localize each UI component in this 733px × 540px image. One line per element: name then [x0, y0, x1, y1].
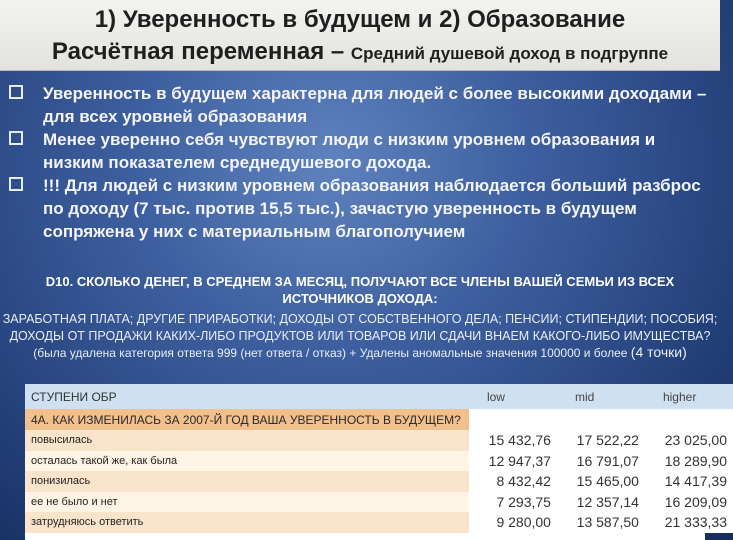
cell-low: 15 432,76	[469, 430, 557, 451]
cell-mid: 16 791,07	[557, 451, 645, 472]
row-label: понизилась	[25, 471, 469, 492]
bullet-list	[6, 82, 712, 243]
bullet-item	[6, 82, 712, 128]
table-row	[25, 492, 733, 513]
cell-low: 7 293,75	[469, 492, 557, 513]
table-question: 4А. КАК ИЗМЕНИЛАСЬ ЗА 2007-Й ГОД ВАША УВЕРЕННОСТЬ В БУДУЩЕМ?	[25, 409, 469, 430]
bullet-text: Менее уверенно себя чувствуют люди с низким уровнем образования и низким показателем среднедушевого дохода.	[43, 130, 656, 172]
title-box	[0, 0, 720, 71]
row-label: осталась такой же, как была	[25, 451, 469, 472]
cell-higher: 23 025,00	[645, 430, 733, 451]
cell-higher: 14 417,39	[645, 471, 733, 492]
bullet-item	[6, 174, 712, 243]
row-label: затрудняюсь ответить	[25, 512, 469, 533]
bullet-text: Уверенность в будущем характерна для людей с более высокими доходами – для всех уровней образования	[43, 84, 707, 126]
subtitle-detail: Средний душевой доход в подгруппе	[350, 44, 669, 63]
checkbox-bullet-icon	[9, 85, 23, 99]
header-label: СТУПЕНИ ОБР	[25, 384, 469, 409]
column-header-mid: mid	[557, 384, 645, 409]
table-grid	[25, 384, 733, 533]
cell-mid: 17 522,22	[557, 430, 645, 451]
cell-low: 12 947,37	[469, 451, 557, 472]
cell-higher: 21 333,33	[645, 512, 733, 533]
table-row	[25, 471, 733, 492]
cell-low: 8 432,42	[469, 471, 557, 492]
table-question-row	[25, 409, 733, 430]
table-header-row	[25, 384, 733, 409]
row-label: ее не было и нет	[25, 492, 469, 513]
slide-title: 1) Уверенность в будущем и 2) Образование	[94, 6, 626, 33]
subtitle-main: Расчётная переменная –	[51, 38, 351, 65]
survey-note: (была удалена категория ответа 999 (нет ответа / отказ) + Удалены аномальные значения 100000 и более	[33, 346, 631, 360]
cell-low: 9 280,00	[469, 512, 557, 533]
survey-note-points: (4 точки)	[630, 344, 687, 360]
cell-mid: 13 587,50	[557, 512, 645, 533]
survey-question: D10. СКОЛЬКО ДЕНЕГ, В СРЕДНЕМ ЗА МЕСЯЦ, ПОЛУЧАЮТ ВСЕ ЧЛЕНЫ ВАШЕЙ СЕМЬИ ИЗ ВСЕХ ИСТОЧНИКОВ ДОХОДА:	[45, 274, 675, 306]
cell-higher: 18 289,90	[645, 451, 733, 472]
cell-mid: 15 465,00	[557, 471, 645, 492]
checkbox-bullet-icon	[9, 177, 23, 191]
column-header-higher: higher	[645, 384, 733, 409]
survey-options	[0, 311, 720, 362]
bullet-item	[6, 128, 712, 174]
cell-higher: 16 209,09	[645, 492, 733, 513]
table-row	[25, 430, 733, 451]
checkbox-bullet-icon	[9, 131, 23, 145]
table-row	[25, 512, 733, 533]
survey-options-text: ЗАРАБОТНАЯ ПЛАТА; ДРУГИЕ ПРИРАБОТКИ; ДОХОДЫ ОТ СОБСТВЕННОГО ДЕЛА; ПЕНСИИ; СТИПЕНДИИ; ПОСОБИЯ; ДОХОДЫ ОТ ПРОДАЖИ КАКИХ-ЛИБО ПРОДУКТОВ ИЛИ ТОВАРОВ ИЛИ СДАЧИ ВНАЕМ КАКОГО-ЛИБО ИМУЩЕСТВА?	[2, 312, 718, 343]
row-label: повысилась	[25, 430, 469, 451]
slide-subtitle	[0, 38, 720, 66]
table-row	[25, 451, 733, 472]
bullet-text: !!! Для людей с низким уровнем образования наблюдается больший разброс по доходу (7 тыс. против 15,5 тыс.), зачастую уверенность в будущем сопряжена у них с материальным благополучием	[43, 176, 701, 241]
cell-mid: 12 357,14	[557, 492, 645, 513]
income-table	[25, 384, 727, 540]
column-header-low: low	[469, 384, 557, 409]
